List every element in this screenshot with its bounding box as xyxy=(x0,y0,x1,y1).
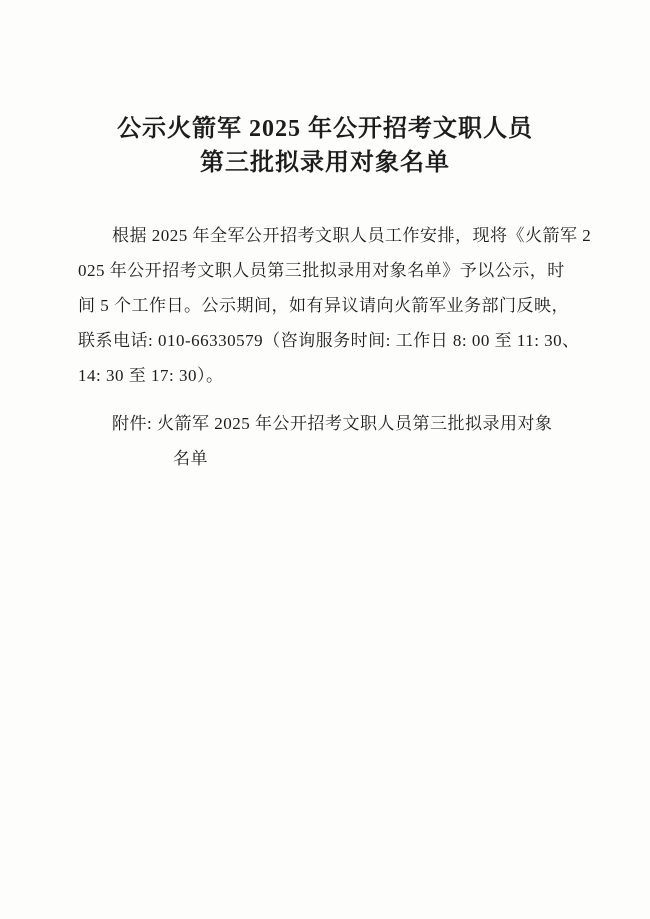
body-line-3: 间 5 个工作日。公示期间，如有异议请向火箭军业务部门反映， xyxy=(78,296,569,315)
attachment-line-1: 附件: 火箭军 2025 年公开招考文职人员第三批拟录用对象 xyxy=(112,414,553,433)
body-line-4: 联系电话: 010-66330579（咨询服务时间: 工作日 8: 00 至 11: 30、 xyxy=(78,331,580,350)
attachment-section xyxy=(78,406,572,476)
announcement-title xyxy=(78,112,572,180)
title-line-1: 公示火箭军 2025 年公开招考文职人员 xyxy=(117,116,533,142)
body-line-1: 根据 2025 年全军公开招考文职人员工作安排，现将《火箭军 2 xyxy=(112,226,592,245)
body-line-5: 14: 30 至 17: 30）。 xyxy=(78,366,224,385)
body-paragraph xyxy=(78,218,592,393)
body-line-2: 025 年公开招考文职人员第三批拟录用对象名单》予以公示，时 xyxy=(78,261,565,280)
attachment-line-2: 名单 xyxy=(173,449,208,468)
title-line-2: 第三批拟录用对象名单 xyxy=(200,150,450,176)
